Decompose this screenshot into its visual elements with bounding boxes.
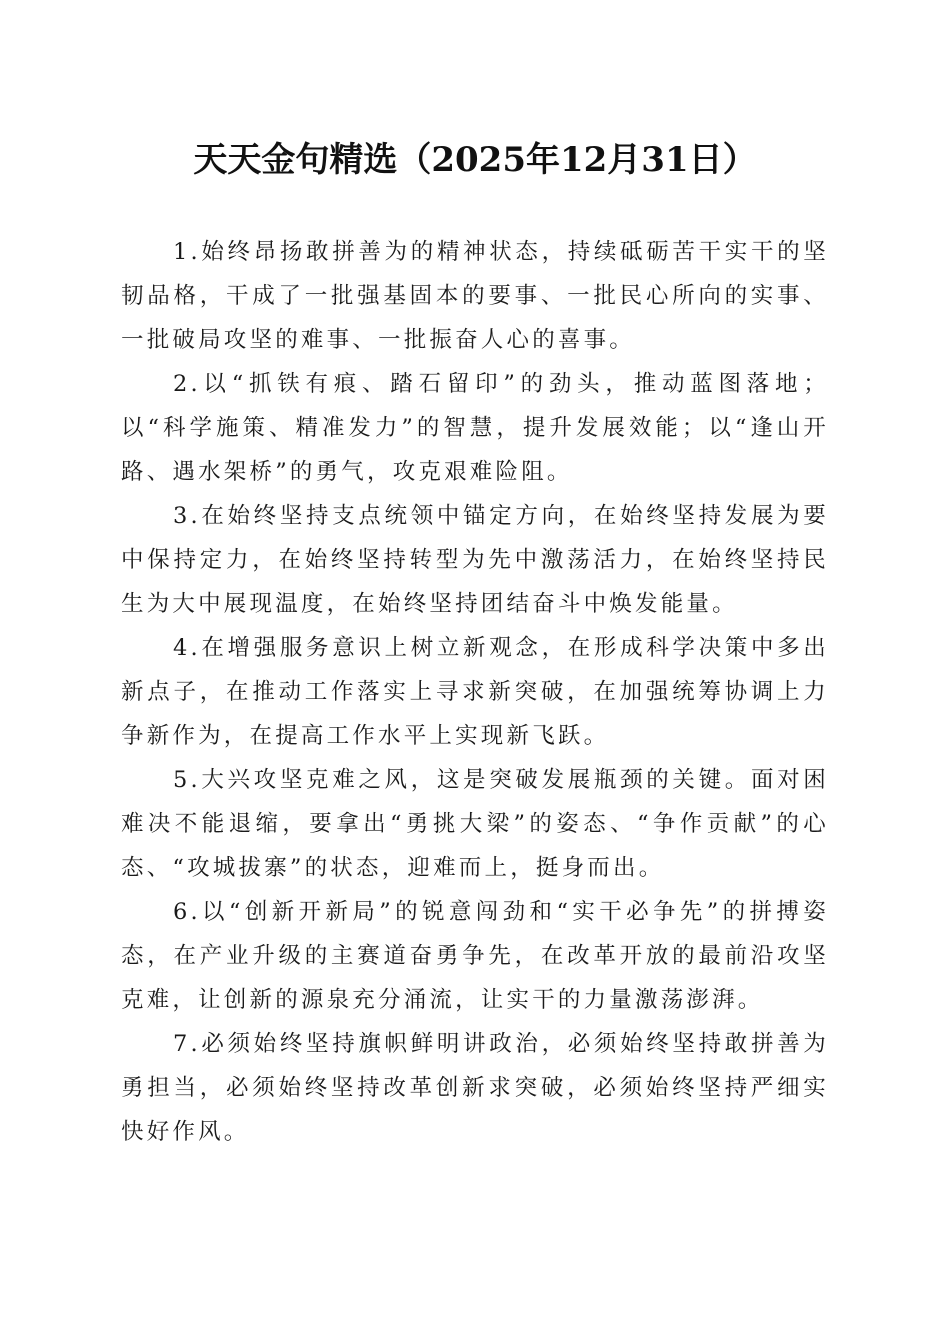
document-title: 天天金句精选（2025年12月31日）	[193, 140, 757, 180]
paragraph-2: 2.以“抓铁有痕、踏石留印”的劲头，推动蓝图落地；以“科学施策、精准发力”的智慧，提升发展效能；以“逢山开路、遇水架桥”的勇气，攻克艰难险阻。	[121, 371, 829, 485]
paragraph-1: 1.始终昂扬敢拼善为的精神状态，持续砥砺苦干实干的坚韧品格，干成了一批强基固本的要事、一批民心所向的实事、一批破局攻坚的难事、一批振奋人心的喜事。	[121, 239, 829, 353]
paragraph-3: 3.在始终坚持支点统领中锚定方向，在始终坚持发展为要中保持定力，在始终坚持转型为先中激荡活力，在始终坚持民生为大中展现温度，在始终坚持团结奋斗中焕发能量。	[121, 503, 829, 617]
document-body	[121, 230, 829, 1154]
paragraph-4: 4.在增强服务意识上树立新观念，在形成科学决策中多出新点子，在推动工作落实上寻求新突破，在加强统筹协调上力争新作为，在提高工作水平上实现新飞跃。	[121, 635, 829, 749]
paragraph-5: 5.大兴攻坚克难之风，这是突破发展瓶颈的关键。面对困难决不能退缩，要拿出“勇挑大梁”的姿态、“争作贡献”的心态、“攻城拔寨”的状态，迎难而上，挺身而出。	[121, 767, 829, 881]
paragraph-6: 6.以“创新开新局”的锐意闯劲和“实干必争先”的拼搏姿态，在产业升级的主赛道奋勇争先，在改革开放的最前沿攻坚克难，让创新的源泉充分涌流，让实干的力量激荡澎湃。	[121, 899, 829, 1013]
paragraph-7: 7.必须始终坚持旗帜鲜明讲政治，必须始终坚持敢拼善为勇担当，必须始终坚持改革创新求突破，必须始终坚持严细实快好作风。	[121, 1031, 829, 1145]
